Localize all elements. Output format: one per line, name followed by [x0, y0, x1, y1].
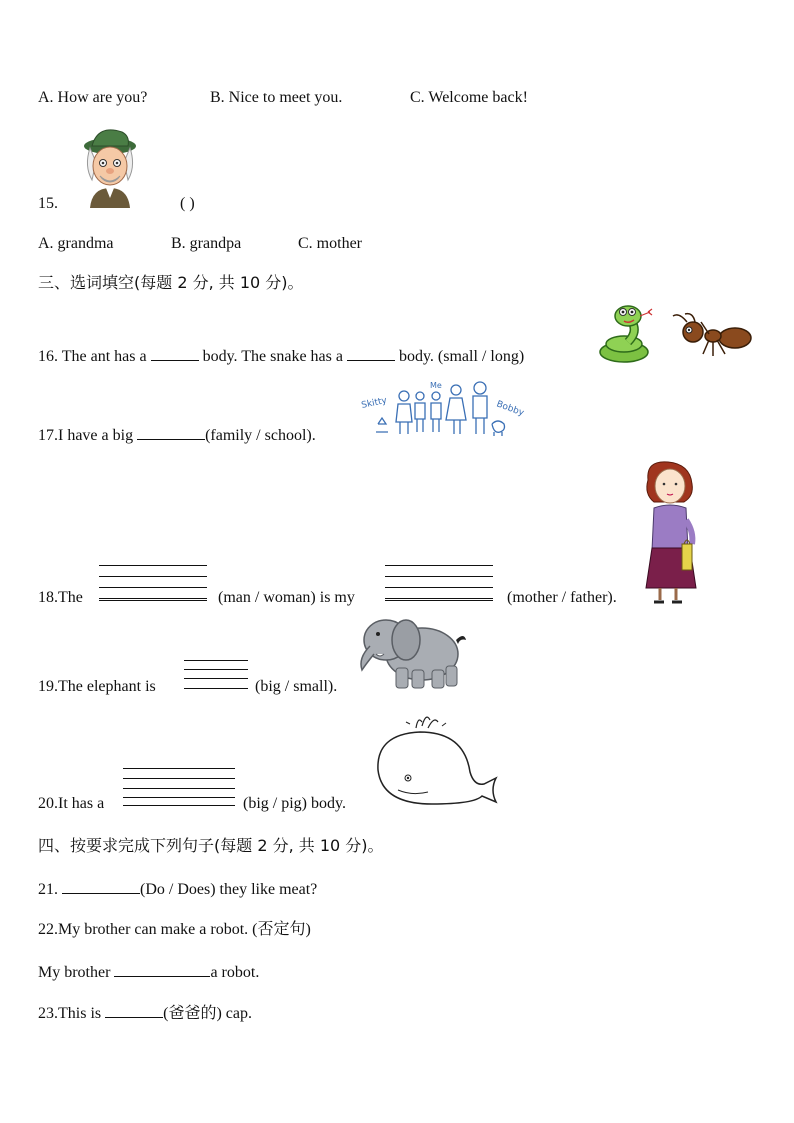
family-image — [360, 376, 526, 438]
q17-line — [38, 425, 316, 446]
q23-line — [38, 1003, 252, 1024]
q22-answer-line — [38, 962, 259, 983]
q20-text-1: 20.It has a — [38, 795, 105, 812]
family-label-right: Bobby — [494, 399, 526, 419]
q18-text-3: (mother / father). — [507, 589, 617, 606]
q16-blank-1[interactable] — [151, 346, 199, 361]
q19-text-2: (big / small). — [255, 678, 338, 695]
q23-blank[interactable] — [105, 1003, 163, 1018]
q18-text-1: 18.The — [38, 589, 83, 606]
q14-option-a: A. How are you? — [38, 89, 148, 106]
elephant-image — [356, 614, 468, 692]
ant-image — [665, 312, 753, 360]
q19-text-1: 19.The elephant is — [38, 678, 156, 695]
q22-text-1: My brother — [38, 964, 111, 981]
q16-text-3: body. (small / long) — [398, 348, 525, 365]
woman-image — [640, 460, 704, 604]
whale-image — [372, 712, 500, 804]
q15-answer-paren[interactable]: ( ) — [180, 195, 195, 212]
q15-option-a: A. grandma — [38, 235, 114, 252]
q23-text-2: (爸爸的) cap. — [163, 1005, 252, 1022]
q21-text: (Do / Does) they like meat? — [140, 881, 318, 898]
q14-option-b: B. Nice to meet you. — [210, 89, 343, 106]
family-label-mid: Me — [430, 381, 442, 390]
q17-text-1: 17.I have a big — [38, 427, 134, 444]
grandpa-image — [78, 126, 140, 208]
section-3-heading: 三、选词填空(每题 2 分, 共 10 分)。 — [38, 273, 304, 292]
q21-blank[interactable] — [62, 879, 140, 894]
q17-text-2: (family / school). — [205, 427, 316, 444]
q21-number: 21. — [38, 881, 58, 898]
q23-text-1: 23.This is — [38, 1005, 102, 1022]
section-4-heading: 四、按要求完成下列句子(每题 2 分, 共 10 分)。 — [38, 836, 384, 855]
q14-option-c: C. Welcome back! — [410, 89, 528, 106]
q16-blank-2[interactable] — [347, 346, 395, 361]
family-label-left: Skitty — [360, 395, 388, 411]
q22-text-2: a robot. — [210, 964, 260, 981]
q15-number: 15. — [38, 195, 58, 212]
q16-text-2: body. The snake has a — [202, 348, 343, 365]
q21-line — [38, 879, 317, 900]
snake-image — [598, 302, 656, 364]
q15-option-c: C. mother — [298, 235, 362, 252]
q16-text-1: 16. The ant has a — [38, 348, 147, 365]
q22-prompt: 22.My brother can make a robot. (否定句) — [38, 921, 311, 938]
q15-option-b: B. grandpa — [171, 235, 242, 252]
q16-line — [38, 346, 524, 367]
q18-text-2: (man / woman) is my — [218, 589, 355, 606]
q17-blank[interactable] — [137, 425, 205, 440]
q20-text-2: (big / pig) body. — [243, 795, 346, 812]
q22-blank[interactable] — [114, 962, 210, 977]
